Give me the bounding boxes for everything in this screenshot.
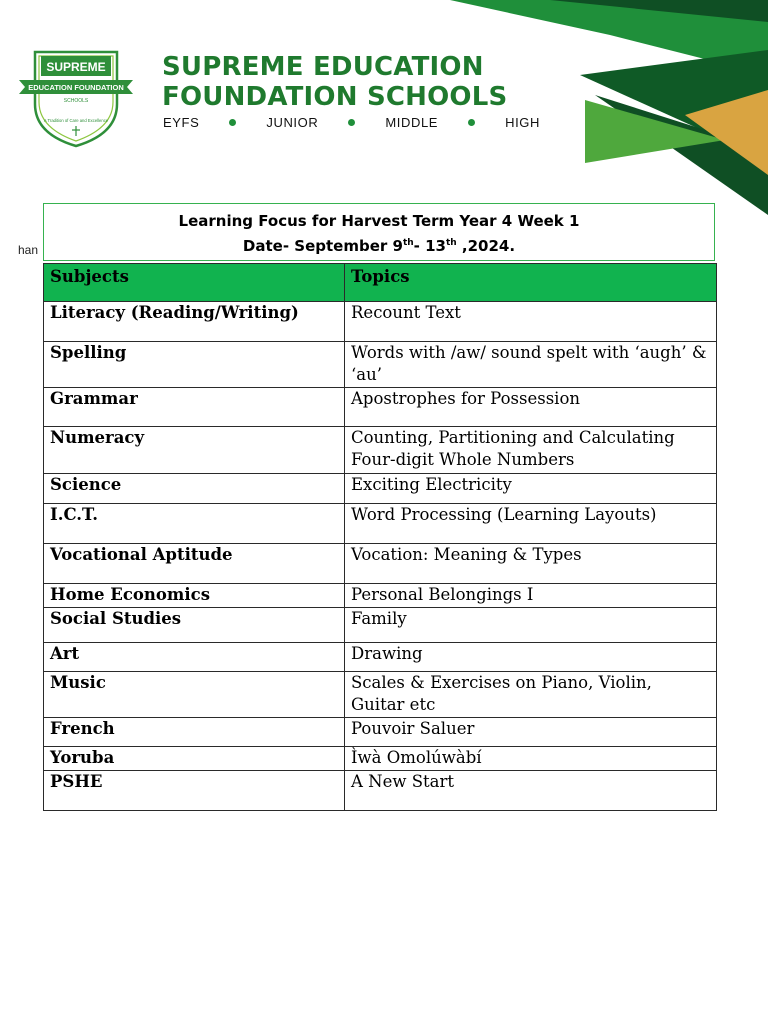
subject-cell: French — [44, 718, 345, 747]
topic-cell: Exciting Electricity — [345, 474, 717, 504]
topic-cell: Recount Text — [345, 302, 717, 342]
subject-cell: PSHE — [44, 771, 345, 811]
table-row — [44, 474, 717, 504]
school-logo — [17, 42, 135, 148]
column-header-topics: Topics — [345, 264, 717, 302]
topic-cell: Words with /aw/ sound spelt with ‘augh’ & ‘au’ — [345, 342, 717, 388]
learning-focus-date: Date- September 9th- 13th ,2024. — [242, 237, 516, 255]
topic-cell: Family — [345, 608, 717, 643]
subject-cell: Home Economics — [44, 584, 345, 608]
table-row — [44, 504, 717, 544]
table-header-row — [44, 264, 717, 302]
subject-cell: Vocational Aptitude — [44, 544, 345, 584]
level-middle: MIDDLE — [385, 115, 439, 130]
topic-cell: Word Processing (Learning Layouts) — [345, 504, 717, 544]
table-row — [44, 388, 717, 427]
school-levels — [163, 115, 540, 130]
school-name-line2: FOUNDATION SCHOOLS — [162, 82, 508, 112]
topic-cell: Drawing — [345, 643, 717, 672]
column-header-subjects: Subjects — [44, 264, 345, 302]
bullet-dot — [348, 119, 355, 126]
school-name-line1: SUPREME EDUCATION — [162, 52, 484, 82]
table-row — [44, 544, 717, 584]
subject-cell: I.C.T. — [44, 504, 345, 544]
topic-cell: Pouvoir Saluer — [345, 718, 717, 747]
topic-cell: Personal Belongings I — [345, 584, 717, 608]
subject-cell: Social Studies — [44, 608, 345, 643]
table-row — [44, 643, 717, 672]
subject-cell: Art — [44, 643, 345, 672]
bullet-dot — [468, 119, 475, 126]
level-eyfs: EYFS — [163, 115, 200, 130]
subject-cell: Science — [44, 474, 345, 504]
table-row — [44, 302, 717, 342]
stray-text: han — [18, 243, 39, 257]
topic-cell: Scales & Exercises on Piano, Violin, Guitar etc — [345, 672, 717, 718]
table-row — [44, 342, 717, 388]
table-row — [44, 747, 717, 771]
subject-cell: Literacy (Reading/Writing) — [44, 302, 345, 342]
logo-small-text: SCHOOLS — [63, 98, 89, 104]
table-row — [44, 771, 717, 811]
table-row — [44, 608, 717, 643]
table-row — [44, 718, 717, 747]
subject-cell: Numeracy — [44, 427, 345, 474]
logo-band-text: EDUCATION FOUNDATION — [28, 83, 124, 92]
topic-cell: Apostrophes for Possession — [345, 388, 717, 427]
level-junior: JUNIOR — [266, 115, 319, 130]
learning-focus-title: Learning Focus for Harvest Term Year 4 Week 1 — [178, 212, 580, 230]
table-row — [44, 427, 717, 474]
school-name — [162, 52, 507, 112]
bullet-dot — [229, 119, 236, 126]
subject-cell: Yoruba — [44, 747, 345, 771]
table-row — [44, 584, 717, 608]
topic-cell: A New Start — [345, 771, 717, 811]
subject-cell: Grammar — [44, 388, 345, 427]
table-row — [44, 672, 717, 718]
subjects-table — [43, 263, 717, 811]
topic-cell: Ìwà Omolúwàbí — [345, 747, 717, 771]
logo-motto: A Tradition of Care and Excellence — [43, 118, 109, 123]
subject-cell: Spelling — [44, 342, 345, 388]
logo-top-text: SUPREME — [46, 60, 106, 74]
subject-cell: Music — [44, 672, 345, 718]
topic-cell: Vocation: Meaning & Types — [345, 544, 717, 584]
learning-focus-header — [43, 203, 715, 261]
level-high: HIGH — [505, 115, 540, 130]
topic-cell: Counting, Partitioning and Calculating Four-digit Whole Numbers — [345, 427, 717, 474]
